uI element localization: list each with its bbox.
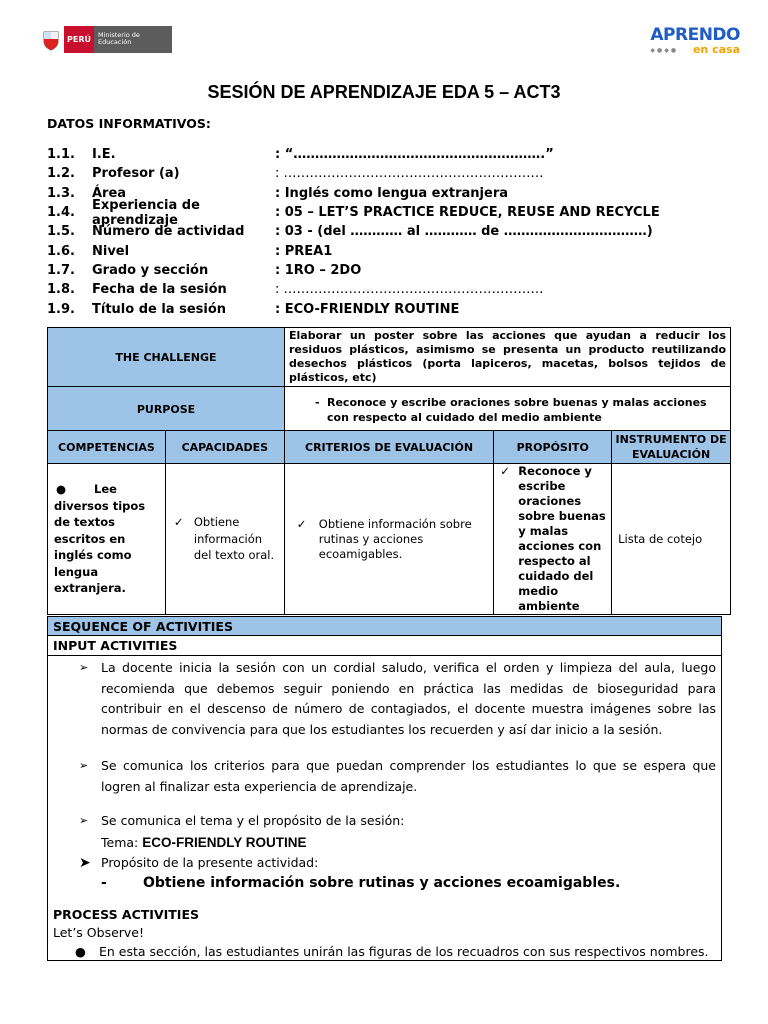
info-row — [47, 222, 727, 241]
checkmark-icon: ✓ — [296, 516, 307, 531]
info-label: Fecha de la sesión — [92, 282, 227, 298]
datos-informativos-heading: DATOS INFORMATIVOS: — [47, 116, 211, 131]
page-header — [40, 26, 740, 56]
brand-subtitle: en casa — [692, 43, 740, 56]
table-header-row — [48, 431, 731, 464]
tema-label: Tema: — [101, 834, 139, 850]
info-value: : 1RO – 2DO — [275, 262, 362, 278]
competencias-table — [47, 430, 731, 615]
info-row — [47, 261, 727, 280]
list-item — [53, 942, 716, 961]
info-label: Nivel — [92, 243, 130, 259]
info-row — [47, 241, 727, 260]
info-label: Profesor (a) — [92, 166, 180, 182]
info-value: : Inglés como lengua extranjera — [275, 185, 508, 201]
info-value: : “………………………………………………….” — [275, 147, 554, 163]
info-num: 1.3. — [47, 185, 75, 201]
bullet-text: La docente inicia la sesión con un cordial saludo, verifica el orden y limpieza del aula, luego recomienda que debemos seguir poniendo en práctica las medidas de bioseguridad para contribuir en el descenso de número de contagiados, el docente muestra imágenes sobre las normas de convivencia para que los estudiantes los recuerden y así dar inicio a la sesión. — [101, 660, 716, 737]
purpose-label: PURPOSE — [48, 387, 285, 433]
bullet-dot-icon: ● — [75, 944, 86, 959]
process-activities-header: PROCESS ACTIVITIES — [53, 907, 199, 922]
info-row — [47, 164, 727, 183]
purpose-cell — [285, 387, 731, 433]
competencia-cell — [48, 464, 166, 615]
info-label: Grado y sección — [92, 262, 209, 278]
challenge-purpose-table — [47, 327, 731, 433]
purpose-dash: - — [315, 395, 320, 409]
criterio-item — [295, 517, 484, 562]
list-item — [53, 658, 716, 740]
ministry-label: Ministerio de Educación — [94, 26, 172, 53]
info-label: I.E. — [92, 147, 116, 163]
info-num: 1.9. — [47, 301, 75, 317]
info-label: Área — [92, 185, 127, 201]
decorative-icons: ◆●◆● — [650, 47, 679, 54]
proposito-cell — [494, 464, 612, 615]
brand-title: APRENDO — [650, 25, 740, 45]
info-row — [47, 299, 727, 318]
info-num: 1.7. — [47, 262, 75, 278]
info-num: 1.5. — [47, 224, 75, 240]
bullet-text: Se comunica el tema y el propósito de la sesión: — [101, 813, 405, 828]
ministry-logo — [40, 26, 172, 53]
lets-observe-label: Let’s Observe! — [53, 925, 145, 940]
header-instrumento: INSTRUMENTO DE EVALUACIÓN — [612, 431, 731, 464]
challenge-label: THE CHALLENGE — [48, 328, 285, 387]
challenge-text: Elaborar un poster sobre las acciones que ayudan a reducir los residuos plásticos, asimismo se presenta un producto reutilizando desechos plásticos (porta lapiceros, macetas, bolsos tejidos de plásticos, etc) — [285, 328, 731, 387]
criterio-cell — [284, 464, 494, 615]
info-row — [47, 197, 727, 228]
purpose-row — [48, 387, 731, 433]
proposito-line — [53, 873, 716, 893]
bullet-text: Propósito de la presente actividad: — [101, 854, 319, 870]
bullet-text: En esta sección, las estudiantes unirán las figuras de los recuadros con sus respectivos nombres. — [99, 944, 709, 959]
purpose-text: Reconoce y escribe oraciones sobre buenas y malas acciones con respecto al cuidado del medio ambiente — [327, 395, 707, 424]
checkmark-icon: ✓ — [500, 464, 510, 478]
list-item — [53, 853, 716, 874]
arrow-bullet-icon: ➤ — [79, 854, 91, 871]
sequence-header: SEQUENCE OF ACTIVITIES — [48, 617, 721, 636]
competencia-text: Lee diversos tipos de textos escritos en inglés como lengua extranjera. — [54, 482, 146, 596]
capacidad-cell — [165, 464, 284, 615]
arrow-bullet-icon: ➢ — [79, 661, 89, 674]
instrumento-cell: Lista de cotejo — [612, 464, 731, 615]
proposito-text: Reconoce y escribe oraciones sobre buenas y malas acciones con respecto al cuidado del medio ambiente — [518, 464, 606, 613]
capacidad-item — [172, 514, 278, 564]
challenge-row — [48, 328, 731, 387]
shield-icon — [40, 28, 62, 52]
proposito-item — [498, 464, 607, 614]
bullet-text: Se comunica los criterios para que puedan comprender los estudiantes lo que se espera que logren al finalizar esta experiencia de aprendizaje. — [101, 758, 716, 794]
arrow-bullet-icon: ➢ — [79, 814, 89, 827]
header-capacidades: CAPACIDADES — [165, 431, 284, 464]
capacidad-text: Obtiene información del texto oral. — [193, 515, 275, 563]
list-item — [53, 811, 716, 832]
list-item — [53, 756, 716, 797]
bullet-dot-icon: ● — [56, 482, 67, 497]
page-title: SESIÓN DE APRENDIZAJE EDA 5 – ACT3 — [207, 82, 561, 102]
info-value: : 05 – LET’S PRACTICE REDUCE, REUSE AND RECYCLE — [275, 205, 660, 221]
table-row — [48, 464, 731, 615]
info-value: : ECO-FRIENDLY ROUTINE — [275, 301, 460, 317]
arrow-bullet-icon: ➢ — [79, 759, 89, 772]
tema-value: ECO-FRIENDLY ROUTINE — [142, 834, 307, 850]
aprendo-en-casa-logo — [650, 26, 740, 56]
info-num: 1.1. — [47, 147, 75, 163]
info-num: 1.8. — [47, 282, 75, 298]
proposito-dash: - — [101, 875, 107, 891]
info-row — [47, 145, 727, 164]
purpose-content — [285, 391, 730, 429]
info-value: : 03 - (del ………… al ………… de ……………………………) — [275, 224, 653, 240]
info-value: : …………………………………………………… — [275, 166, 544, 182]
info-label: Título de la sesión — [92, 301, 227, 317]
info-row — [47, 280, 727, 299]
info-label: Experiencia de aprendizaje — [92, 197, 200, 228]
datos-informativos-list — [47, 145, 727, 319]
proposito-line-text: Obtiene información sobre rutinas y acciones ecoamigables. — [143, 875, 621, 891]
info-num: 1.4. — [47, 205, 75, 221]
info-label: Número de actividad — [92, 224, 245, 240]
peru-label: PERÚ — [64, 26, 94, 53]
header-proposito: PROPÓSITO — [494, 431, 612, 464]
input-activities-header: INPUT ACTIVITIES — [48, 636, 721, 656]
tema-line — [53, 832, 716, 853]
header-criterios: CRITERIOS DE EVALUACIÓN — [284, 431, 494, 464]
info-value: : …………………………………………………… — [275, 282, 544, 298]
checkmark-icon: ✓ — [173, 515, 184, 530]
sequence-of-activities — [47, 616, 722, 961]
info-num: 1.6. — [47, 243, 75, 259]
info-num: 1.2. — [47, 166, 75, 182]
sequence-body — [48, 656, 721, 963]
header-competencias: COMPETENCIAS — [48, 431, 166, 464]
criterio-text: Obtiene información sobre rutinas y acciones ecoamigables. — [318, 516, 472, 561]
info-value: : PREA1 — [275, 243, 333, 259]
